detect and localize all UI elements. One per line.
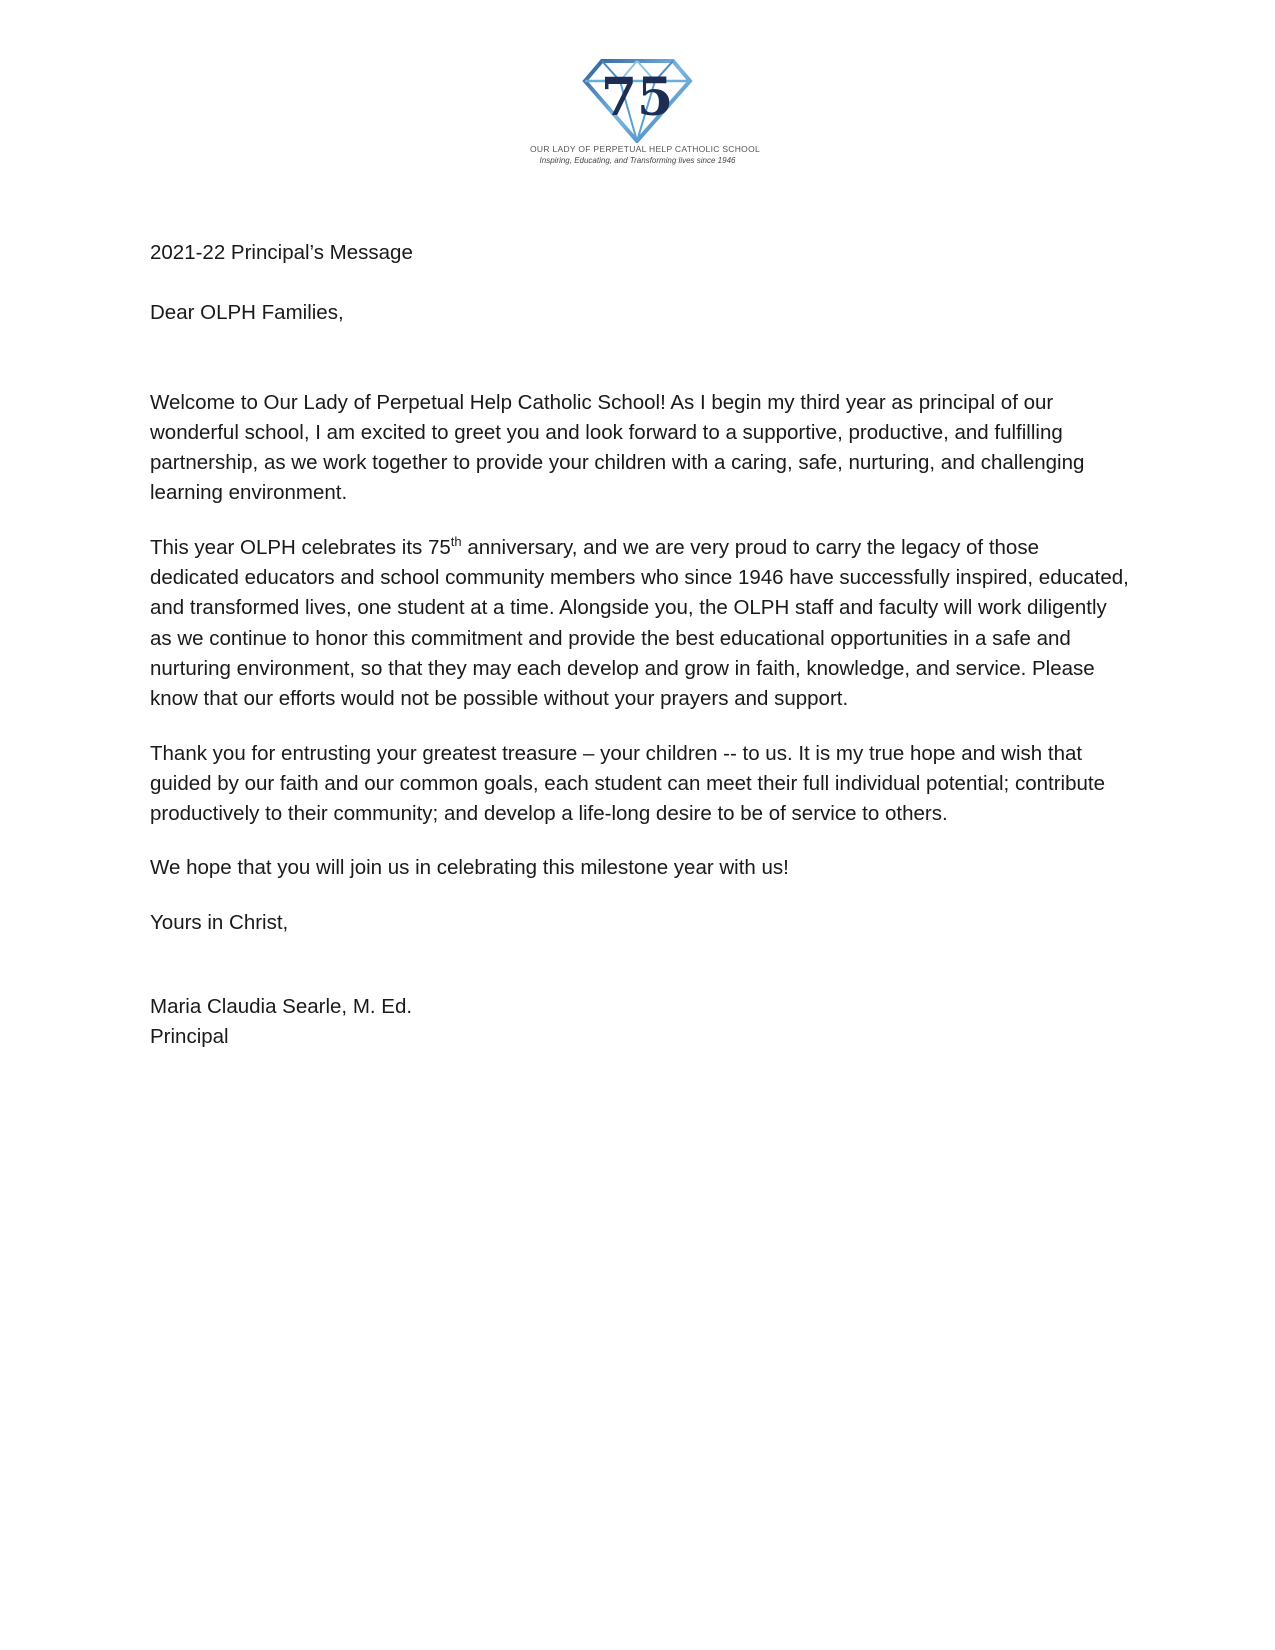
logo-tagline: Inspiring, Educating, and Transforming lives since 1946 xyxy=(539,156,736,165)
letter-paragraph-4: We hope that you will join us in celebrating this milestone year with us! xyxy=(150,856,789,880)
paragraph-2-rest: anniversary, and we are very proud to carry the legacy of those dedicated educators and school community members who since 1946 have successfully inspired, educated, and transformed lives, one student at a time. Alongside you, the OLPH staff and faculty will work diligently as we continue to honor this commitment and provide the best educational opportunities in a safe and nurturing environment, so that they may each develop and grow in faith, knowledge, and service. Please know that our efforts would not be possible without your prayers and support. xyxy=(150,535,1129,711)
principal-letter xyxy=(150,238,1130,1053)
paragraph-2-start: This year OLPH celebrates its 75 xyxy=(150,535,451,559)
logo-school-name: OUR LADY OF PERPETUAL HELP CATHOLIC SCHOOL xyxy=(530,144,761,154)
diamond-logo-icon xyxy=(580,55,695,143)
letter-paragraph-2 xyxy=(150,533,1130,715)
logo-number: 75 xyxy=(600,67,674,128)
signature-name: Maria Claudia Searle, M. Ed. xyxy=(150,995,413,1019)
school-75th-anniversary-logo xyxy=(530,55,761,175)
letter-salutation: Dear OLPH Families, xyxy=(150,301,344,325)
ordinal-suffix: th xyxy=(450,533,462,549)
letter-paragraph-1: Welcome to Our Lady of Perpetual Help Catholic School! As I begin my third year as principal of our wonderful school, I am excited to greet you and look forward to a supportive, productive, and fulfilling partnership, as we work together to provide your children with a caring, safe, nurturing, and challenging learning environment. xyxy=(150,390,1085,505)
letter-title: 2021-22 Principal’s Message xyxy=(150,241,413,264)
signature-title: Principal xyxy=(150,1025,229,1049)
letter-paragraph-3: Thank you for entrusting your greatest treasure – your children -- to us. It is my true hope and wish that guided by our faith and our common goals, each student can meet their full individual potential; contribute productively to their community; and develop a life-long desire to be of service to others. xyxy=(150,741,1105,826)
letter-closing: Yours in Christ, xyxy=(150,910,289,934)
